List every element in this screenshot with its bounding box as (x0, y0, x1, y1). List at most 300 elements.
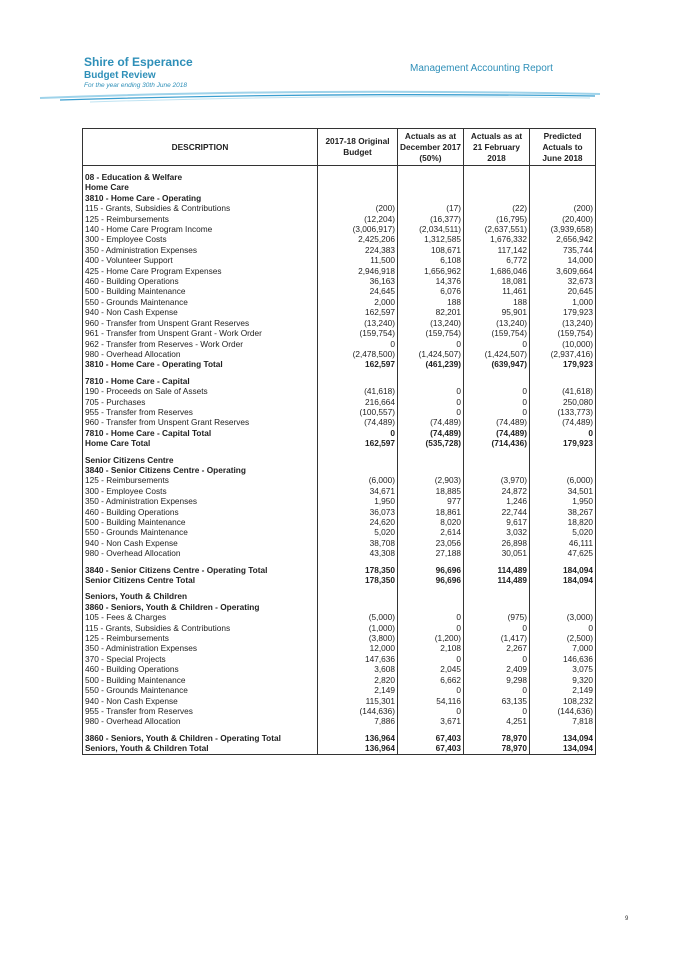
actuals-december-cell: 977 (398, 496, 464, 506)
table-row (83, 643, 596, 653)
original-budget-cell: 36,073 (318, 507, 398, 517)
description-cell: Senior Citizens Centre Total (83, 575, 318, 585)
description-cell: 955 - Transfer from Reserves (83, 706, 318, 716)
actuals-december-cell: 2,108 (398, 643, 464, 653)
original-budget-cell: 162,597 (318, 359, 398, 369)
table-row (83, 245, 596, 255)
original-budget-cell: 216,664 (318, 397, 398, 407)
actuals-february-cell (464, 376, 530, 386)
actuals-february-cell: 1,676,332 (464, 234, 530, 244)
actuals-december-cell: (13,240) (398, 318, 464, 328)
original-budget-cell (318, 465, 398, 475)
description-cell: 125 - Reimbursements (83, 633, 318, 643)
table-row (83, 349, 596, 359)
table-row (83, 565, 596, 575)
description-cell: 500 - Building Maintenance (83, 286, 318, 296)
predicted-actuals-cell (530, 591, 596, 601)
description-cell: 705 - Purchases (83, 397, 318, 407)
actuals-december-cell (398, 172, 464, 182)
actuals-february-cell: 0 (464, 706, 530, 716)
actuals-december-cell: 2,614 (398, 527, 464, 537)
organization-name: Shire of Esperance (84, 55, 193, 69)
actuals-december-cell: 23,056 (398, 538, 464, 548)
predicted-actuals-cell (530, 193, 596, 203)
predicted-actuals-cell: 1,000 (530, 297, 596, 307)
actuals-december-cell: 67,403 (398, 743, 464, 754)
description-cell: 140 - Home Care Program Income (83, 224, 318, 234)
actuals-february-cell: 114,489 (464, 565, 530, 575)
table-row (83, 538, 596, 548)
actuals-february-cell (464, 591, 530, 601)
original-budget-cell (318, 182, 398, 192)
table-row (83, 733, 596, 743)
actuals-february-cell: 1,686,046 (464, 266, 530, 276)
predicted-actuals-cell: 46,111 (530, 538, 596, 548)
predicted-actuals-cell: (159,754) (530, 328, 596, 338)
actuals-december-cell: 82,201 (398, 307, 464, 317)
predicted-actuals-cell: 3,609,664 (530, 266, 596, 276)
table-row (83, 602, 596, 612)
original-budget-cell: 2,820 (318, 675, 398, 685)
predicted-actuals-cell: 7,818 (530, 716, 596, 726)
predicted-actuals-cell: (6,000) (530, 475, 596, 485)
table-row (83, 548, 596, 558)
predicted-actuals-cell: (74,489) (530, 417, 596, 427)
original-budget-cell: (100,557) (318, 407, 398, 417)
table-row (83, 486, 596, 496)
table-row (83, 318, 596, 328)
description-cell: 400 - Volunteer Support (83, 255, 318, 265)
description-cell: 300 - Employee Costs (83, 234, 318, 244)
actuals-february-cell: (639,947) (464, 359, 530, 369)
actuals-february-cell: 0 (464, 407, 530, 417)
original-budget-cell: (41,618) (318, 386, 398, 396)
original-budget-cell: 0 (318, 339, 398, 349)
predicted-actuals-cell: 7,000 (530, 643, 596, 653)
original-budget-cell: 36,163 (318, 276, 398, 286)
predicted-actuals-cell: (2,937,416) (530, 349, 596, 359)
predicted-actuals-cell (530, 455, 596, 465)
actuals-december-cell: 6,076 (398, 286, 464, 296)
original-budget-cell: (3,800) (318, 633, 398, 643)
predicted-actuals-cell: 250,080 (530, 397, 596, 407)
actuals-december-cell: 0 (398, 386, 464, 396)
predicted-actuals-cell: (41,618) (530, 386, 596, 396)
original-budget-cell (318, 376, 398, 386)
description-cell: 955 - Transfer from Reserves (83, 407, 318, 417)
actuals-february-cell: 188 (464, 297, 530, 307)
original-budget-cell: 24,645 (318, 286, 398, 296)
actuals-december-cell (398, 182, 464, 192)
actuals-december-cell (398, 376, 464, 386)
column-header-original-budget: 2017-18 Original Budget (318, 129, 398, 166)
table-row (83, 255, 596, 265)
column-header-description: DESCRIPTION (83, 129, 318, 166)
table-row (83, 654, 596, 664)
page-number: 9 (625, 916, 629, 922)
predicted-actuals-cell: 2,656,942 (530, 234, 596, 244)
actuals-february-cell: 4,251 (464, 716, 530, 726)
actuals-december-cell (398, 455, 464, 465)
table-row (83, 417, 596, 427)
original-budget-cell: 7,886 (318, 716, 398, 726)
original-budget-cell: (13,240) (318, 318, 398, 328)
column-header-actuals-december: Actuals as at December 2017 (50%) (398, 129, 464, 166)
actuals-december-cell (398, 602, 464, 612)
predicted-actuals-cell: 2,149 (530, 685, 596, 695)
predicted-actuals-cell (530, 172, 596, 182)
description-cell: 960 - Transfer from Unspent Grant Reserves (83, 417, 318, 427)
actuals-december-cell: (159,754) (398, 328, 464, 338)
original-budget-cell: 11,500 (318, 255, 398, 265)
description-cell: 370 - Special Projects (83, 654, 318, 664)
predicted-actuals-cell: 1,950 (530, 496, 596, 506)
predicted-actuals-cell: 18,820 (530, 517, 596, 527)
description-cell: 550 - Grounds Maintenance (83, 527, 318, 537)
actuals-december-cell: (74,489) (398, 428, 464, 438)
original-budget-cell: 3,608 (318, 664, 398, 674)
actuals-december-cell: (17) (398, 203, 464, 213)
actuals-february-cell: 1,246 (464, 496, 530, 506)
original-budget-cell (318, 193, 398, 203)
original-budget-cell: 0 (318, 428, 398, 438)
description-cell: 300 - Employee Costs (83, 486, 318, 496)
description-cell: 3840 - Senior Citizens Centre - Operating Total (83, 565, 318, 575)
table-row (83, 428, 596, 438)
description-cell: 550 - Grounds Maintenance (83, 297, 318, 307)
actuals-december-cell: 67,403 (398, 733, 464, 743)
table-row (83, 664, 596, 674)
description-cell: 125 - Reimbursements (83, 475, 318, 485)
original-budget-cell: 136,964 (318, 733, 398, 743)
actuals-february-cell: (159,754) (464, 328, 530, 338)
actuals-december-cell: 54,116 (398, 696, 464, 706)
table-row (83, 696, 596, 706)
header-swoosh-decoration (0, 84, 675, 108)
table-row (83, 407, 596, 417)
actuals-december-cell: 0 (398, 654, 464, 664)
description-cell: 460 - Building Operations (83, 276, 318, 286)
actuals-december-cell: 96,696 (398, 575, 464, 585)
description-cell: 940 - Non Cash Expense (83, 307, 318, 317)
predicted-actuals-cell: (3,000) (530, 612, 596, 622)
original-budget-cell: 178,350 (318, 565, 398, 575)
original-budget-cell: (5,000) (318, 612, 398, 622)
description-cell: 940 - Non Cash Expense (83, 696, 318, 706)
original-budget-cell (318, 172, 398, 182)
predicted-actuals-cell: (13,240) (530, 318, 596, 328)
predicted-actuals-cell: (3,939,658) (530, 224, 596, 234)
original-budget-cell: 224,383 (318, 245, 398, 255)
actuals-february-cell (464, 455, 530, 465)
description-cell: 3860 - Seniors, Youth & Children - Operating Total (83, 733, 318, 743)
actuals-february-cell: (22) (464, 203, 530, 213)
original-budget-cell: 43,308 (318, 548, 398, 558)
table-row (83, 386, 596, 396)
report-title: Management Accounting Report (410, 63, 553, 74)
table-row (83, 527, 596, 537)
actuals-december-cell: (535,728) (398, 438, 464, 448)
predicted-actuals-cell: 38,267 (530, 507, 596, 517)
actuals-december-cell: 18,861 (398, 507, 464, 517)
actuals-december-cell: (74,489) (398, 417, 464, 427)
predicted-actuals-cell: 20,645 (530, 286, 596, 296)
original-budget-cell: (200) (318, 203, 398, 213)
description-cell: 105 - Fees & Charges (83, 612, 318, 622)
description-cell: 962 - Transfer from Reserves - Work Order (83, 339, 318, 349)
actuals-february-cell: 0 (464, 623, 530, 633)
description-cell: 115 - Grants, Subsidies & Contributions (83, 623, 318, 633)
actuals-december-cell: (16,377) (398, 214, 464, 224)
actuals-december-cell (398, 465, 464, 475)
description-cell: 980 - Overhead Allocation (83, 716, 318, 726)
predicted-actuals-cell: 0 (530, 428, 596, 438)
table-row (83, 675, 596, 685)
description-cell: 550 - Grounds Maintenance (83, 685, 318, 695)
original-budget-cell: 1,950 (318, 496, 398, 506)
description-cell: Home Care (83, 182, 318, 192)
actuals-february-cell: (1,424,507) (464, 349, 530, 359)
predicted-actuals-cell: (200) (530, 203, 596, 213)
original-budget-cell: 136,964 (318, 743, 398, 754)
actuals-february-cell (464, 193, 530, 203)
original-budget-cell: 38,708 (318, 538, 398, 548)
actuals-february-cell: (2,637,551) (464, 224, 530, 234)
description-cell: 3860 - Seniors, Youth & Children - Operating (83, 602, 318, 612)
predicted-actuals-cell: 184,094 (530, 565, 596, 575)
actuals-december-cell: 6,662 (398, 675, 464, 685)
actuals-february-cell: 22,744 (464, 507, 530, 517)
actuals-december-cell: 1,656,962 (398, 266, 464, 276)
table-row (83, 496, 596, 506)
original-budget-cell: (74,489) (318, 417, 398, 427)
actuals-february-cell: 117,142 (464, 245, 530, 255)
actuals-december-cell: 1,312,585 (398, 234, 464, 244)
actuals-february-cell: (74,489) (464, 417, 530, 427)
predicted-actuals-cell: 34,501 (530, 486, 596, 496)
table-row (83, 359, 596, 369)
table-row (83, 438, 596, 448)
description-cell: 350 - Administration Expenses (83, 496, 318, 506)
description-cell: 3810 - Home Care - Operating (83, 193, 318, 203)
actuals-february-cell (464, 602, 530, 612)
table-row (83, 193, 596, 203)
actuals-february-cell: 63,135 (464, 696, 530, 706)
actuals-december-cell: 0 (398, 339, 464, 349)
actuals-february-cell: 0 (464, 685, 530, 695)
actuals-december-cell: 27,188 (398, 548, 464, 558)
table-row (83, 517, 596, 527)
actuals-december-cell: 0 (398, 685, 464, 695)
actuals-february-cell: (714,436) (464, 438, 530, 448)
description-cell: 115 - Grants, Subsidies & Contributions (83, 203, 318, 213)
table-row (83, 612, 596, 622)
actuals-february-cell: (74,489) (464, 428, 530, 438)
actuals-february-cell: 9,298 (464, 675, 530, 685)
original-budget-cell: 162,597 (318, 307, 398, 317)
predicted-actuals-cell (530, 376, 596, 386)
actuals-december-cell: (461,239) (398, 359, 464, 369)
original-budget-cell: 24,620 (318, 517, 398, 527)
actuals-december-cell: 3,671 (398, 716, 464, 726)
table-row (83, 591, 596, 601)
predicted-actuals-cell: 9,320 (530, 675, 596, 685)
description-cell: Seniors, Youth & Children (83, 591, 318, 601)
predicted-actuals-cell: (144,636) (530, 706, 596, 716)
predicted-actuals-cell: (133,773) (530, 407, 596, 417)
table-row (83, 203, 596, 213)
actuals-february-cell: 18,081 (464, 276, 530, 286)
predicted-actuals-cell: 14,000 (530, 255, 596, 265)
predicted-actuals-cell: 134,094 (530, 743, 596, 754)
predicted-actuals-cell: 184,094 (530, 575, 596, 585)
table-row (83, 214, 596, 224)
description-cell: Home Care Total (83, 438, 318, 448)
column-header-predicted-actuals: Predicted Actuals to June 2018 (530, 129, 596, 166)
description-cell: 961 - Transfer from Unspent Grant - Work Order (83, 328, 318, 338)
actuals-december-cell: 0 (398, 623, 464, 633)
original-budget-cell: 12,000 (318, 643, 398, 653)
predicted-actuals-cell: 735,744 (530, 245, 596, 255)
budget-table (82, 128, 596, 755)
predicted-actuals-cell: (10,000) (530, 339, 596, 349)
actuals-february-cell: 0 (464, 654, 530, 664)
predicted-actuals-cell: 0 (530, 623, 596, 633)
actuals-february-cell: 26,898 (464, 538, 530, 548)
description-cell: 7810 - Home Care - Capital (83, 376, 318, 386)
table-body (83, 166, 596, 755)
predicted-actuals-cell: 5,020 (530, 527, 596, 537)
actuals-february-cell: 2,267 (464, 643, 530, 653)
actuals-february-cell: (16,795) (464, 214, 530, 224)
table-row (83, 743, 596, 754)
actuals-february-cell (464, 182, 530, 192)
table-row (83, 623, 596, 633)
description-cell: 125 - Reimbursements (83, 214, 318, 224)
table-row (83, 266, 596, 276)
table-row (83, 307, 596, 317)
actuals-february-cell (464, 172, 530, 182)
period-subtitle: For the year ending 30th June 2018 (84, 82, 187, 89)
predicted-actuals-cell: 134,094 (530, 733, 596, 743)
actuals-december-cell: 6,108 (398, 255, 464, 265)
original-budget-cell (318, 602, 398, 612)
table-row (83, 716, 596, 726)
table-row (83, 234, 596, 244)
original-budget-cell: 2,946,918 (318, 266, 398, 276)
actuals-december-cell: 188 (398, 297, 464, 307)
table-row (83, 455, 596, 465)
actuals-december-cell: 0 (398, 706, 464, 716)
original-budget-cell (318, 455, 398, 465)
actuals-february-cell: (975) (464, 612, 530, 622)
description-cell: 190 - Proceeds on Sale of Assets (83, 386, 318, 396)
original-budget-cell: (2,478,500) (318, 349, 398, 359)
table-row (83, 685, 596, 695)
description-cell: 980 - Overhead Allocation (83, 349, 318, 359)
description-cell: 940 - Non Cash Expense (83, 538, 318, 548)
table-row (83, 339, 596, 349)
actuals-february-cell: 78,970 (464, 743, 530, 754)
table-row (83, 297, 596, 307)
original-budget-cell: 2,000 (318, 297, 398, 307)
actuals-february-cell: (1,417) (464, 633, 530, 643)
actuals-february-cell: 3,032 (464, 527, 530, 537)
actuals-december-cell (398, 193, 464, 203)
original-budget-cell: 2,149 (318, 685, 398, 695)
actuals-december-cell: 0 (398, 407, 464, 417)
table-row (83, 172, 596, 182)
actuals-december-cell: 18,885 (398, 486, 464, 496)
actuals-december-cell: (1,200) (398, 633, 464, 643)
description-cell: 960 - Transfer from Unspent Grant Reserves (83, 318, 318, 328)
predicted-actuals-cell: 179,923 (530, 307, 596, 317)
original-budget-cell (318, 591, 398, 601)
description-cell: 08 - Education & Welfare (83, 172, 318, 182)
original-budget-cell: (6,000) (318, 475, 398, 485)
table-row (83, 397, 596, 407)
actuals-february-cell: 78,970 (464, 733, 530, 743)
actuals-february-cell: 24,872 (464, 486, 530, 496)
predicted-actuals-cell: 3,075 (530, 664, 596, 674)
original-budget-cell: 147,636 (318, 654, 398, 664)
table-row (83, 507, 596, 517)
actuals-february-cell: 114,489 (464, 575, 530, 585)
original-budget-cell: 5,020 (318, 527, 398, 537)
predicted-actuals-cell (530, 602, 596, 612)
table-row (83, 328, 596, 338)
table-row (83, 575, 596, 585)
original-budget-cell: (1,000) (318, 623, 398, 633)
description-cell: Senior Citizens Centre (83, 455, 318, 465)
predicted-actuals-cell: (20,400) (530, 214, 596, 224)
table-row (83, 475, 596, 485)
table-row (83, 706, 596, 716)
description-cell: 980 - Overhead Allocation (83, 548, 318, 558)
description-cell: 350 - Administration Expenses (83, 245, 318, 255)
actuals-december-cell: 96,696 (398, 565, 464, 575)
actuals-december-cell: (2,903) (398, 475, 464, 485)
actuals-december-cell: (1,424,507) (398, 349, 464, 359)
predicted-actuals-cell: 47,625 (530, 548, 596, 558)
description-cell: 460 - Building Operations (83, 507, 318, 517)
actuals-december-cell: 2,045 (398, 664, 464, 674)
original-budget-cell: (159,754) (318, 328, 398, 338)
actuals-february-cell: 0 (464, 397, 530, 407)
predicted-actuals-cell (530, 182, 596, 192)
table-row (83, 182, 596, 192)
description-cell: 350 - Administration Expenses (83, 643, 318, 653)
actuals-february-cell: 0 (464, 339, 530, 349)
predicted-actuals-cell: 179,923 (530, 359, 596, 369)
predicted-actuals-cell: 32,673 (530, 276, 596, 286)
predicted-actuals-cell: 146,636 (530, 654, 596, 664)
table-row (83, 276, 596, 286)
predicted-actuals-cell: (2,500) (530, 633, 596, 643)
actuals-february-cell: (3,970) (464, 475, 530, 485)
original-budget-cell: 34,671 (318, 486, 398, 496)
table-row (83, 376, 596, 386)
actuals-february-cell (464, 465, 530, 475)
actuals-december-cell: 108,671 (398, 245, 464, 255)
actuals-february-cell: 0 (464, 386, 530, 396)
actuals-december-cell: 0 (398, 397, 464, 407)
description-cell: 3810 - Home Care - Operating Total (83, 359, 318, 369)
description-cell: 425 - Home Care Program Expenses (83, 266, 318, 276)
actuals-february-cell: 9,617 (464, 517, 530, 527)
actuals-december-cell: 0 (398, 612, 464, 622)
actuals-december-cell: (2,034,511) (398, 224, 464, 234)
